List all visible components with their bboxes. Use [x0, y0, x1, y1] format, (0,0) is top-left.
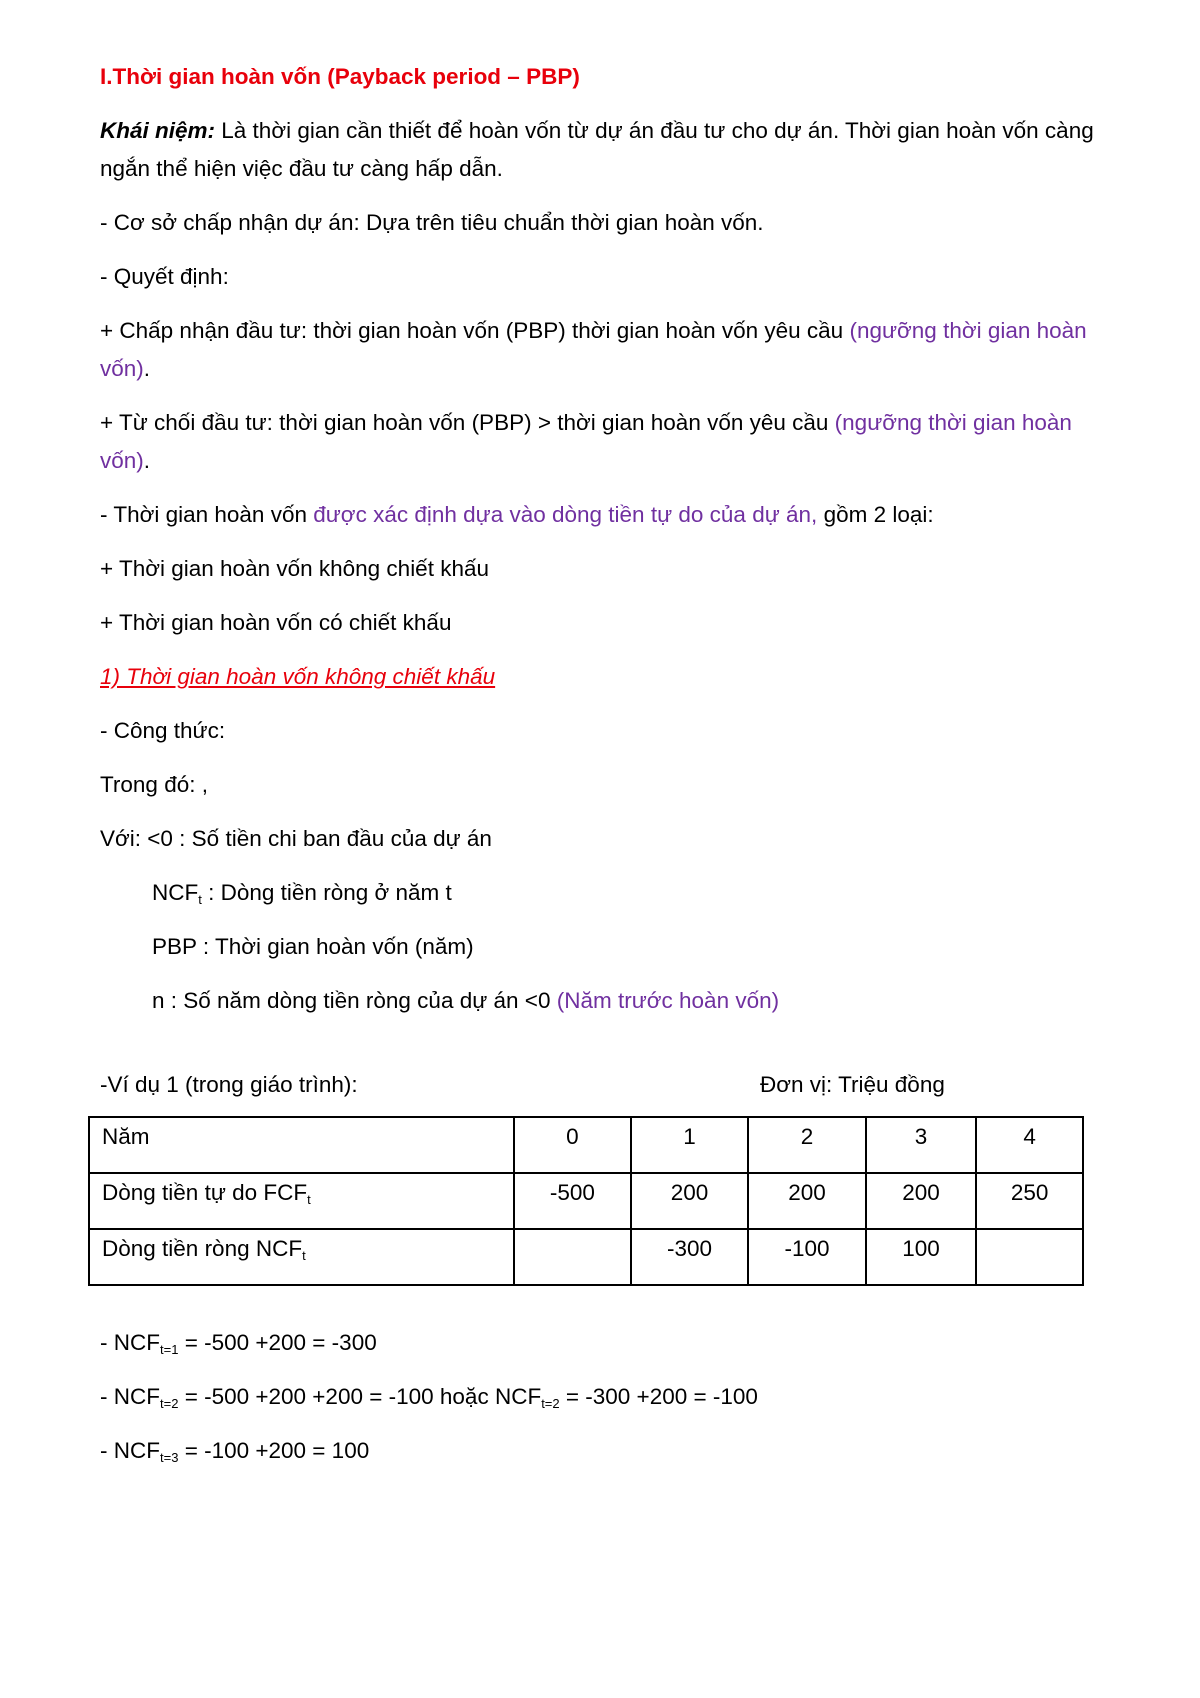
table-cell: 3	[866, 1117, 977, 1173]
table-cell: 250	[976, 1173, 1083, 1229]
reject-rule	[100, 404, 1100, 480]
determination-paragraph	[100, 496, 1100, 534]
table-cell: -100	[748, 1229, 866, 1285]
calc-prefix: - NCF	[100, 1330, 160, 1355]
acceptance-basis: - Cơ sở chấp nhận dự án: Dựa trên tiêu chuẩn thời gian hoàn vốn.	[100, 210, 764, 235]
calc-subscript: t=3	[160, 1450, 179, 1465]
table-row-label	[89, 1229, 514, 1285]
decision-label: - Quyết định:	[100, 264, 229, 289]
calc-expression: = -500 +200 = -300	[178, 1330, 377, 1355]
fcf-subscript: t	[307, 1192, 311, 1207]
ncf-row-subscript: t	[302, 1248, 306, 1263]
table-cell: 100	[866, 1229, 977, 1285]
concept-text: Là thời gian cần thiết để hoàn vốn từ dự án đầu tư cho dự án. Thời gian hoàn vốn càng ngắn thể hiện việc đầu tư càng hấp dẫn.	[100, 118, 1094, 181]
calc-subscript: t=2	[160, 1396, 179, 1411]
table-cell: 200	[631, 1173, 749, 1229]
accept-rule-end: .	[143, 356, 151, 381]
n-definition: n : Số năm dòng tiền ròng của dự án <0	[152, 988, 557, 1013]
calc-prefix: - NCF	[100, 1438, 160, 1463]
calc-line-2	[100, 1378, 1100, 1416]
definition-pbp: PBP : Thời gian hoàn vốn (năm)	[152, 934, 474, 959]
calc-line-3	[100, 1432, 1100, 1470]
calc-subscript: t=2	[541, 1396, 560, 1411]
table-cell: 0	[514, 1117, 631, 1173]
subsection-heading: 1) Thời gian hoàn vốn không chiết khấu	[100, 664, 496, 689]
table-row-year	[89, 1117, 1083, 1173]
table-row-label	[89, 1173, 514, 1229]
table-row-label: Năm	[89, 1117, 514, 1173]
table-cell: 2	[748, 1117, 866, 1173]
table-cell: -500	[514, 1173, 631, 1229]
ncf-symbol: NCF	[152, 880, 199, 905]
concept-paragraph	[100, 112, 1100, 188]
document-page	[100, 58, 1100, 1486]
table-cell: 4	[976, 1117, 1083, 1173]
table-cell	[976, 1229, 1083, 1285]
ncf-row-label: Dòng tiền ròng NCF	[102, 1236, 303, 1261]
table-cell	[514, 1229, 631, 1285]
example-label: -Ví dụ 1 (trong giáo trình):	[100, 1072, 358, 1097]
example-header	[100, 1066, 1100, 1104]
table-cell: 200	[748, 1173, 866, 1229]
type-discounted: + Thời gian hoàn vốn có chiết khấu	[100, 610, 452, 635]
reject-rule-end: .	[143, 448, 151, 473]
formula-label: - Công thức:	[100, 718, 226, 743]
calc-expression: = -100 +200 = 100	[178, 1438, 370, 1463]
concept-label: Khái niệm:	[100, 118, 216, 143]
fcf-label: Dòng tiền tự do FCF	[102, 1180, 308, 1205]
definition-ncf	[100, 874, 1100, 912]
calc-subscript: t=1	[160, 1342, 179, 1357]
section-heading: I.Thời gian hoàn vốn (Payback period – PBP)	[100, 64, 580, 89]
n-definition-note: (Năm trước hoàn vốn)	[556, 988, 780, 1013]
table-cell: -300	[631, 1229, 749, 1285]
table-row-fcf	[89, 1173, 1083, 1229]
unit-label: Đơn vị: Triệu đồng	[760, 1072, 945, 1097]
calc-expression: = -500 +200 +200 = -100 hoặc NCF	[178, 1384, 542, 1409]
table-row-ncf	[89, 1229, 1083, 1285]
table-cell: 200	[866, 1173, 977, 1229]
accept-rule	[100, 312, 1100, 388]
determination-text: - Thời gian hoàn vốn	[100, 502, 314, 527]
determination-note: được xác định dựa vào dòng tiền tự do của dự án,	[313, 502, 818, 527]
definition-n	[100, 982, 1100, 1020]
accept-rule-text: + Chấp nhận đầu tư: thời gian hoàn vốn (PBP) thời gian hoàn vốn yêu cầu	[100, 318, 850, 343]
calc-expression: = -300 +200 = -100	[559, 1384, 758, 1409]
cash-flow-table	[88, 1116, 1084, 1286]
where-line: Trong đó: ,	[100, 772, 208, 797]
calc-line-1	[100, 1324, 1100, 1362]
definition-initial-outlay: Với: <0 : Số tiền chi ban đầu của dự án	[100, 826, 492, 851]
calc-prefix: - NCF	[100, 1384, 160, 1409]
ncf-definition: : Dòng tiền ròng ở năm t	[201, 880, 452, 905]
reject-rule-note: (ngưỡng thời gian hoàn vốn)	[100, 410, 1072, 473]
reject-rule-text: + Từ chối đầu tư: thời gian hoàn vốn (PBP) > thời gian hoàn vốn yêu cầu	[100, 410, 835, 435]
accept-rule-note: (ngưỡng thời gian hoàn vốn)	[100, 318, 1087, 381]
type-undiscounted: + Thời gian hoàn vốn không chiết khấu	[100, 556, 489, 581]
table-cell: 1	[631, 1117, 749, 1173]
ncf-subscript: t	[198, 892, 202, 907]
determination-end: gồm 2 loại:	[817, 502, 934, 527]
